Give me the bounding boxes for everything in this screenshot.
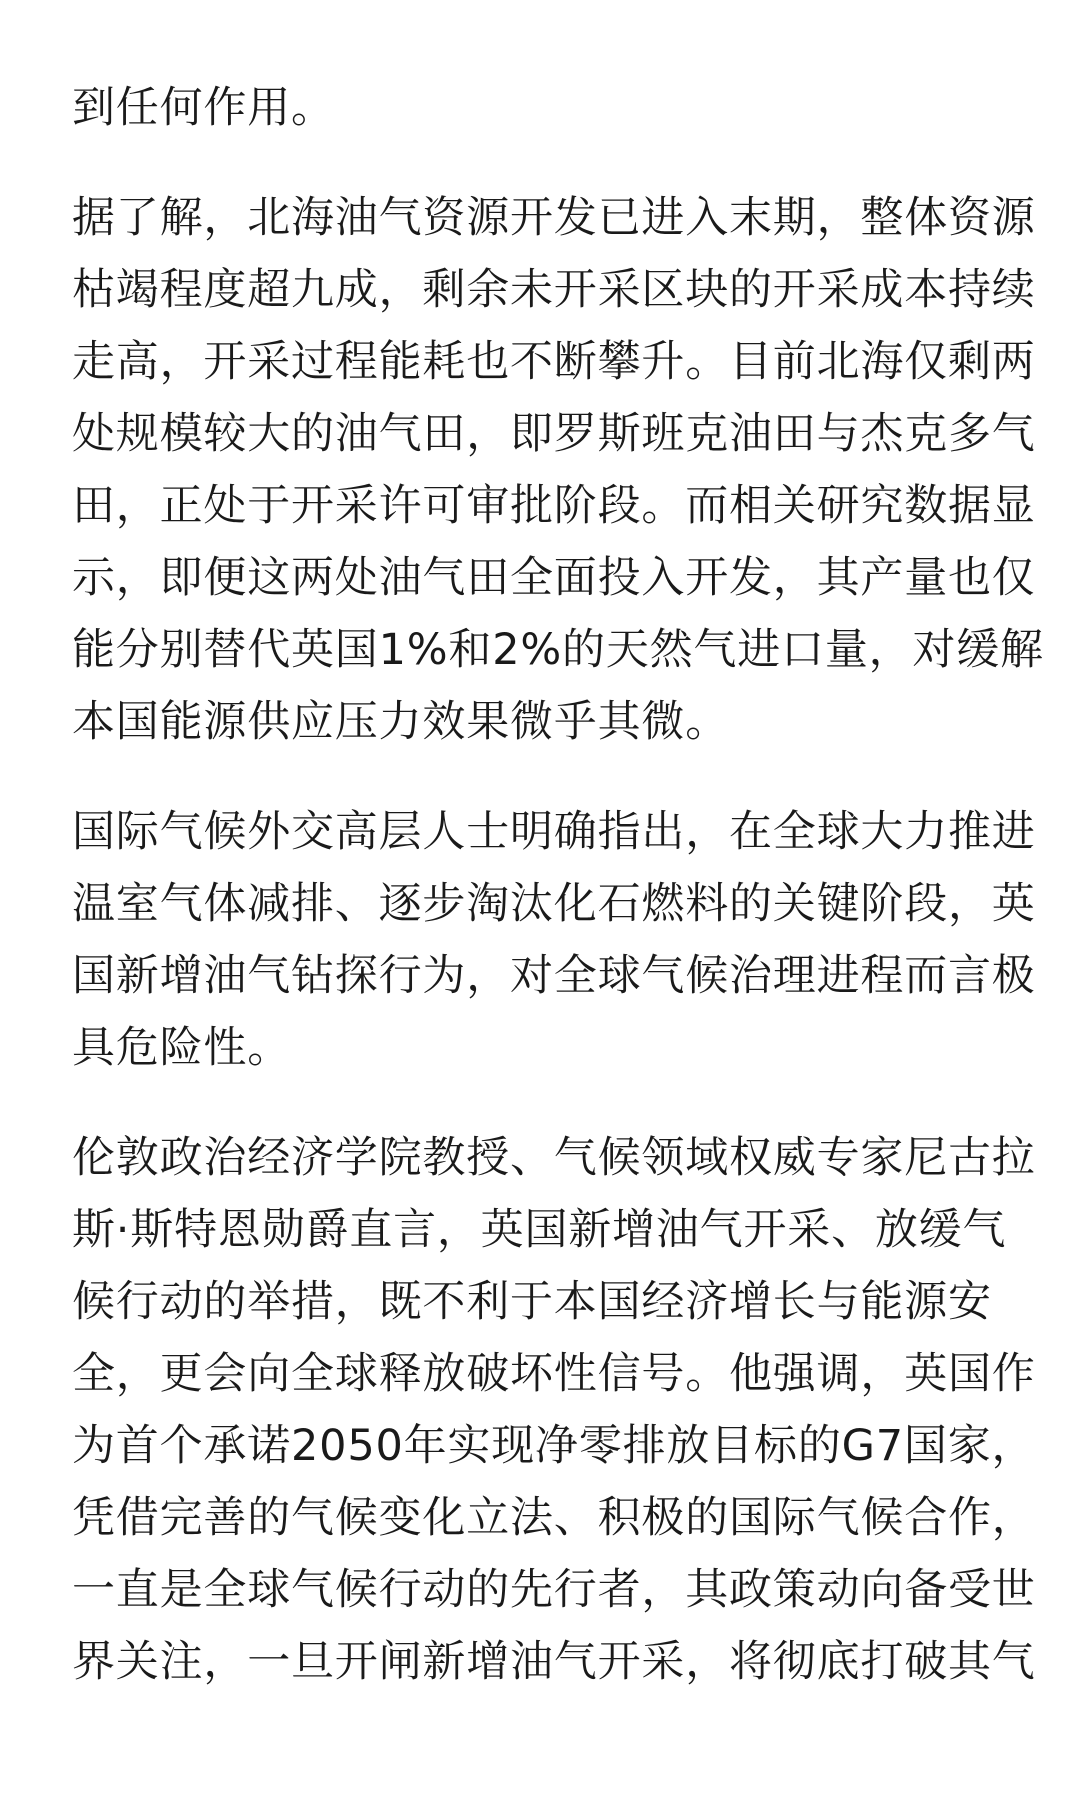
text-line: 凭借完善的气候变化立法、积极的国际气候合作， bbox=[72, 1493, 1036, 1543]
paragraph-1 bbox=[72, 72, 1012, 144]
text-line: 国新增油气钻探行为，对全球气候治理进程而言极 bbox=[72, 951, 1036, 1001]
text-line: 能分别替代英国1%和2%的天然气进口量，对缓解 bbox=[72, 625, 1044, 675]
text-line: 温室气体减排、逐步淘汰化石燃料的关键阶段，英 bbox=[72, 879, 1036, 929]
paragraph-4 bbox=[72, 1122, 1036, 1698]
paragraph-3 bbox=[72, 796, 1036, 1084]
text-line: 本国能源供应压力效果微乎其微。 bbox=[72, 697, 729, 747]
paragraph-2 bbox=[72, 182, 1044, 758]
text-line: 枯竭程度超九成，剩余未开采区块的开采成本持续 bbox=[72, 265, 1036, 315]
text-line: 全，更会向全球释放破坏性信号。他强调，英国作 bbox=[72, 1349, 1036, 1399]
text-line: 候行动的举措，既不利于本国经济增长与能源安 bbox=[72, 1277, 992, 1327]
text-line: 走高，开采过程能耗也不断攀升。目前北海仅剩两 bbox=[72, 337, 1036, 387]
text-line: 界关注，一旦开闸新增油气开采，将彻底打破其气 bbox=[72, 1637, 1036, 1687]
text-line: 到任何作用。 bbox=[72, 83, 335, 133]
text-line: 据了解，北海油气资源开发已进入末期，整体资源 bbox=[72, 193, 1036, 243]
text-line: 示，即便这两处油气田全面投入开发，其产量也仅 bbox=[72, 553, 1036, 603]
text-line: 伦敦政治经济学院教授、气候领域权威专家尼古拉 bbox=[72, 1133, 1036, 1183]
text-line: 田，正处于开采许可审批阶段。而相关研究数据显 bbox=[72, 481, 1036, 531]
text-line: 处规模较大的油气田，即罗斯班克油田与杰克多气 bbox=[72, 409, 1036, 459]
text-line: 为首个承诺2050年实现净零排放目标的G7国家， bbox=[72, 1421, 1036, 1471]
text-line: 一直是全球气候行动的先行者，其政策动向备受世 bbox=[72, 1565, 1036, 1615]
text-line: 斯·斯特恩勋爵直言，英国新增油气开采、放缓气 bbox=[72, 1205, 1007, 1255]
article-body bbox=[72, 72, 1044, 1698]
text-line: 国际气候外交高层人士明确指出，在全球大力推进 bbox=[72, 807, 1036, 857]
text-line: 具危险性。 bbox=[72, 1023, 291, 1073]
